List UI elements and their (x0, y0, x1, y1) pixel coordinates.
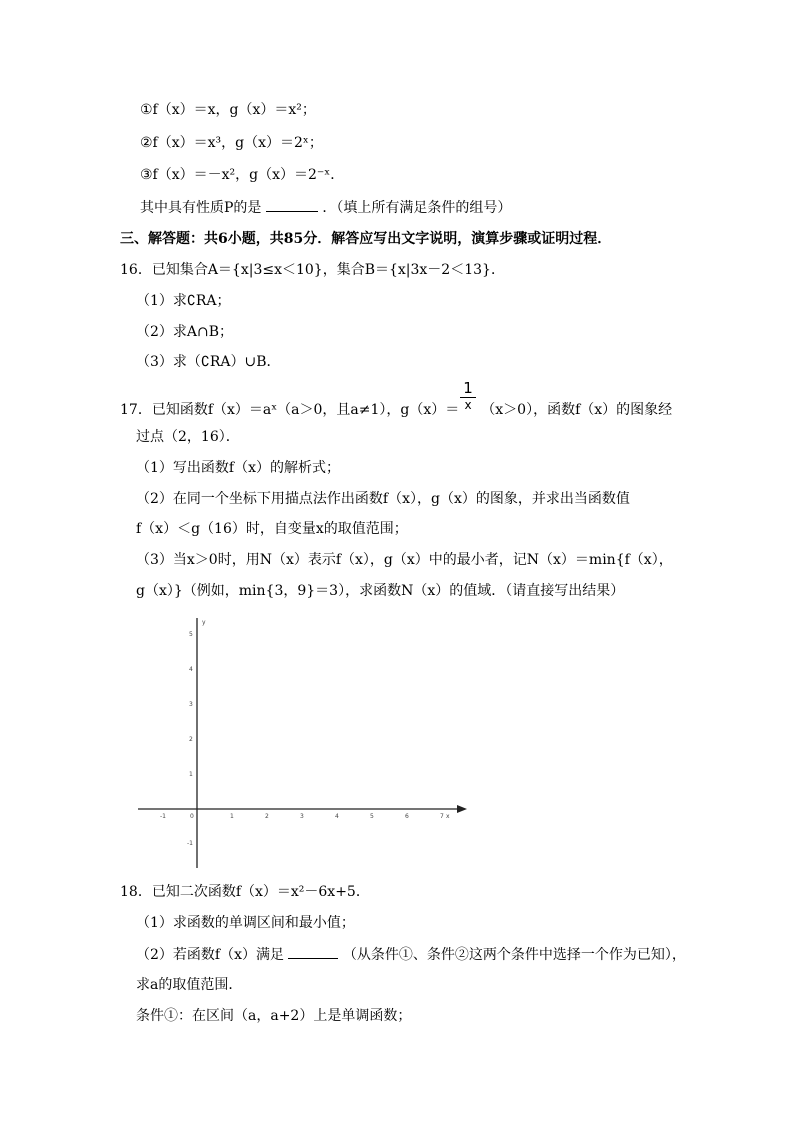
q18-part-2-suffix: （从条件①、条件②这两个条件中选择一个作为已知）， (342, 947, 686, 963)
y-tick: 1 (189, 771, 193, 778)
fraction-numerator: 1 (463, 379, 473, 397)
y-tick: 2 (189, 736, 193, 743)
coordinate-graph (130, 610, 475, 872)
x-tick-labels (160, 813, 444, 820)
condition-1: ①f（x）＝x，g（x）＝x²； (140, 102, 316, 118)
q17-stem (120, 400, 672, 420)
q18-condition-blank[interactable] (288, 944, 338, 959)
q17-part-2a: （2）在同一个坐标下用描点法作出函数f（x），g（x）的图象，并求出当函数值 (136, 491, 630, 507)
x-tick: 3 (300, 813, 304, 820)
fraction-denominator: x (464, 398, 472, 412)
q15-answer-blank[interactable] (266, 197, 318, 212)
x-tick: 2 (265, 813, 269, 820)
x-tick: 0 (190, 813, 194, 820)
q18-part-1: （1）求函数的单调区间和最小值； (136, 915, 355, 931)
q15-prompt: 其中具有性质P的是 (140, 200, 262, 216)
x-tick: 1 (230, 813, 234, 820)
q18-stem: 18．已知二次函数f（x）＝x²－6x+5． (120, 884, 370, 900)
y-tick: 3 (189, 701, 193, 708)
y-tick: -1 (187, 840, 193, 847)
q17-part-2b: f（x）＜g（16）时，自变量x的取值范围； (136, 521, 408, 537)
q15-answer-line (140, 197, 511, 218)
section-3-heading: 三、解答题：共6小题，共85分．解答应写出文字说明，演算步骤或证明过程． (120, 231, 612, 247)
condition-2: ②f（x）＝x³，g（x）＝2ˣ； (140, 135, 323, 151)
x-tick: -1 (160, 813, 166, 820)
q18-part-2c: 求a的取值范围． (136, 977, 243, 993)
q17-part-3a: （3）当x＞0时，用N（x）表示f（x），g（x）中的最小者，记N（x）＝min{f（x）， (136, 552, 673, 568)
x-tick: 4 (335, 813, 339, 820)
fraction-one-over-x (458, 380, 478, 412)
x-tick: 7 (440, 813, 444, 820)
y-tick: 4 (189, 666, 193, 673)
q15-hint: ．（填上所有满足条件的组号） (322, 200, 512, 216)
q18-condition-1: 条件①：在区间（a，a+2）上是单调函数； (136, 1008, 412, 1024)
x-axis-label: x (446, 813, 450, 820)
q16-part-1: （1）求∁RA； (136, 293, 231, 309)
q18-part-2a (136, 944, 686, 965)
q16-part-3: （3）求（∁RA）∪B． (136, 354, 281, 370)
x-tick: 6 (405, 813, 409, 820)
q16-stem: 16．已知集合A＝{x|3≤x＜10}，集合B＝{x|3x－2＜13}． (120, 262, 505, 278)
q17-stem-b: （x＞0），函数f（x）的图象经 (481, 402, 673, 418)
q17-stem-a: 17．已知函数f（x）＝aˣ（a＞0，且a≠1），g（x）＝ (120, 402, 460, 418)
q17-part-1: （1）写出函数f（x）的解析式； (136, 460, 340, 476)
y-axis-label: y (202, 619, 206, 626)
x-axis-arrow (457, 805, 467, 813)
q18-part-2-prefix: （2）若函数f（x）满足 (136, 947, 284, 963)
q17-part-3b: g（x）}（例如，min{3，9}＝3），求函数N（x）的值域．（请直接写出结果） (136, 583, 625, 599)
condition-3: ③f（x）＝－x²，g（x）＝2⁻ˣ． (140, 167, 345, 183)
q17-stem-c: 过点（2，16）． (136, 429, 240, 445)
x-tick: 5 (370, 813, 374, 820)
q16-part-2: （2）求A∩B； (136, 324, 234, 340)
y-tick: 5 (189, 631, 193, 638)
